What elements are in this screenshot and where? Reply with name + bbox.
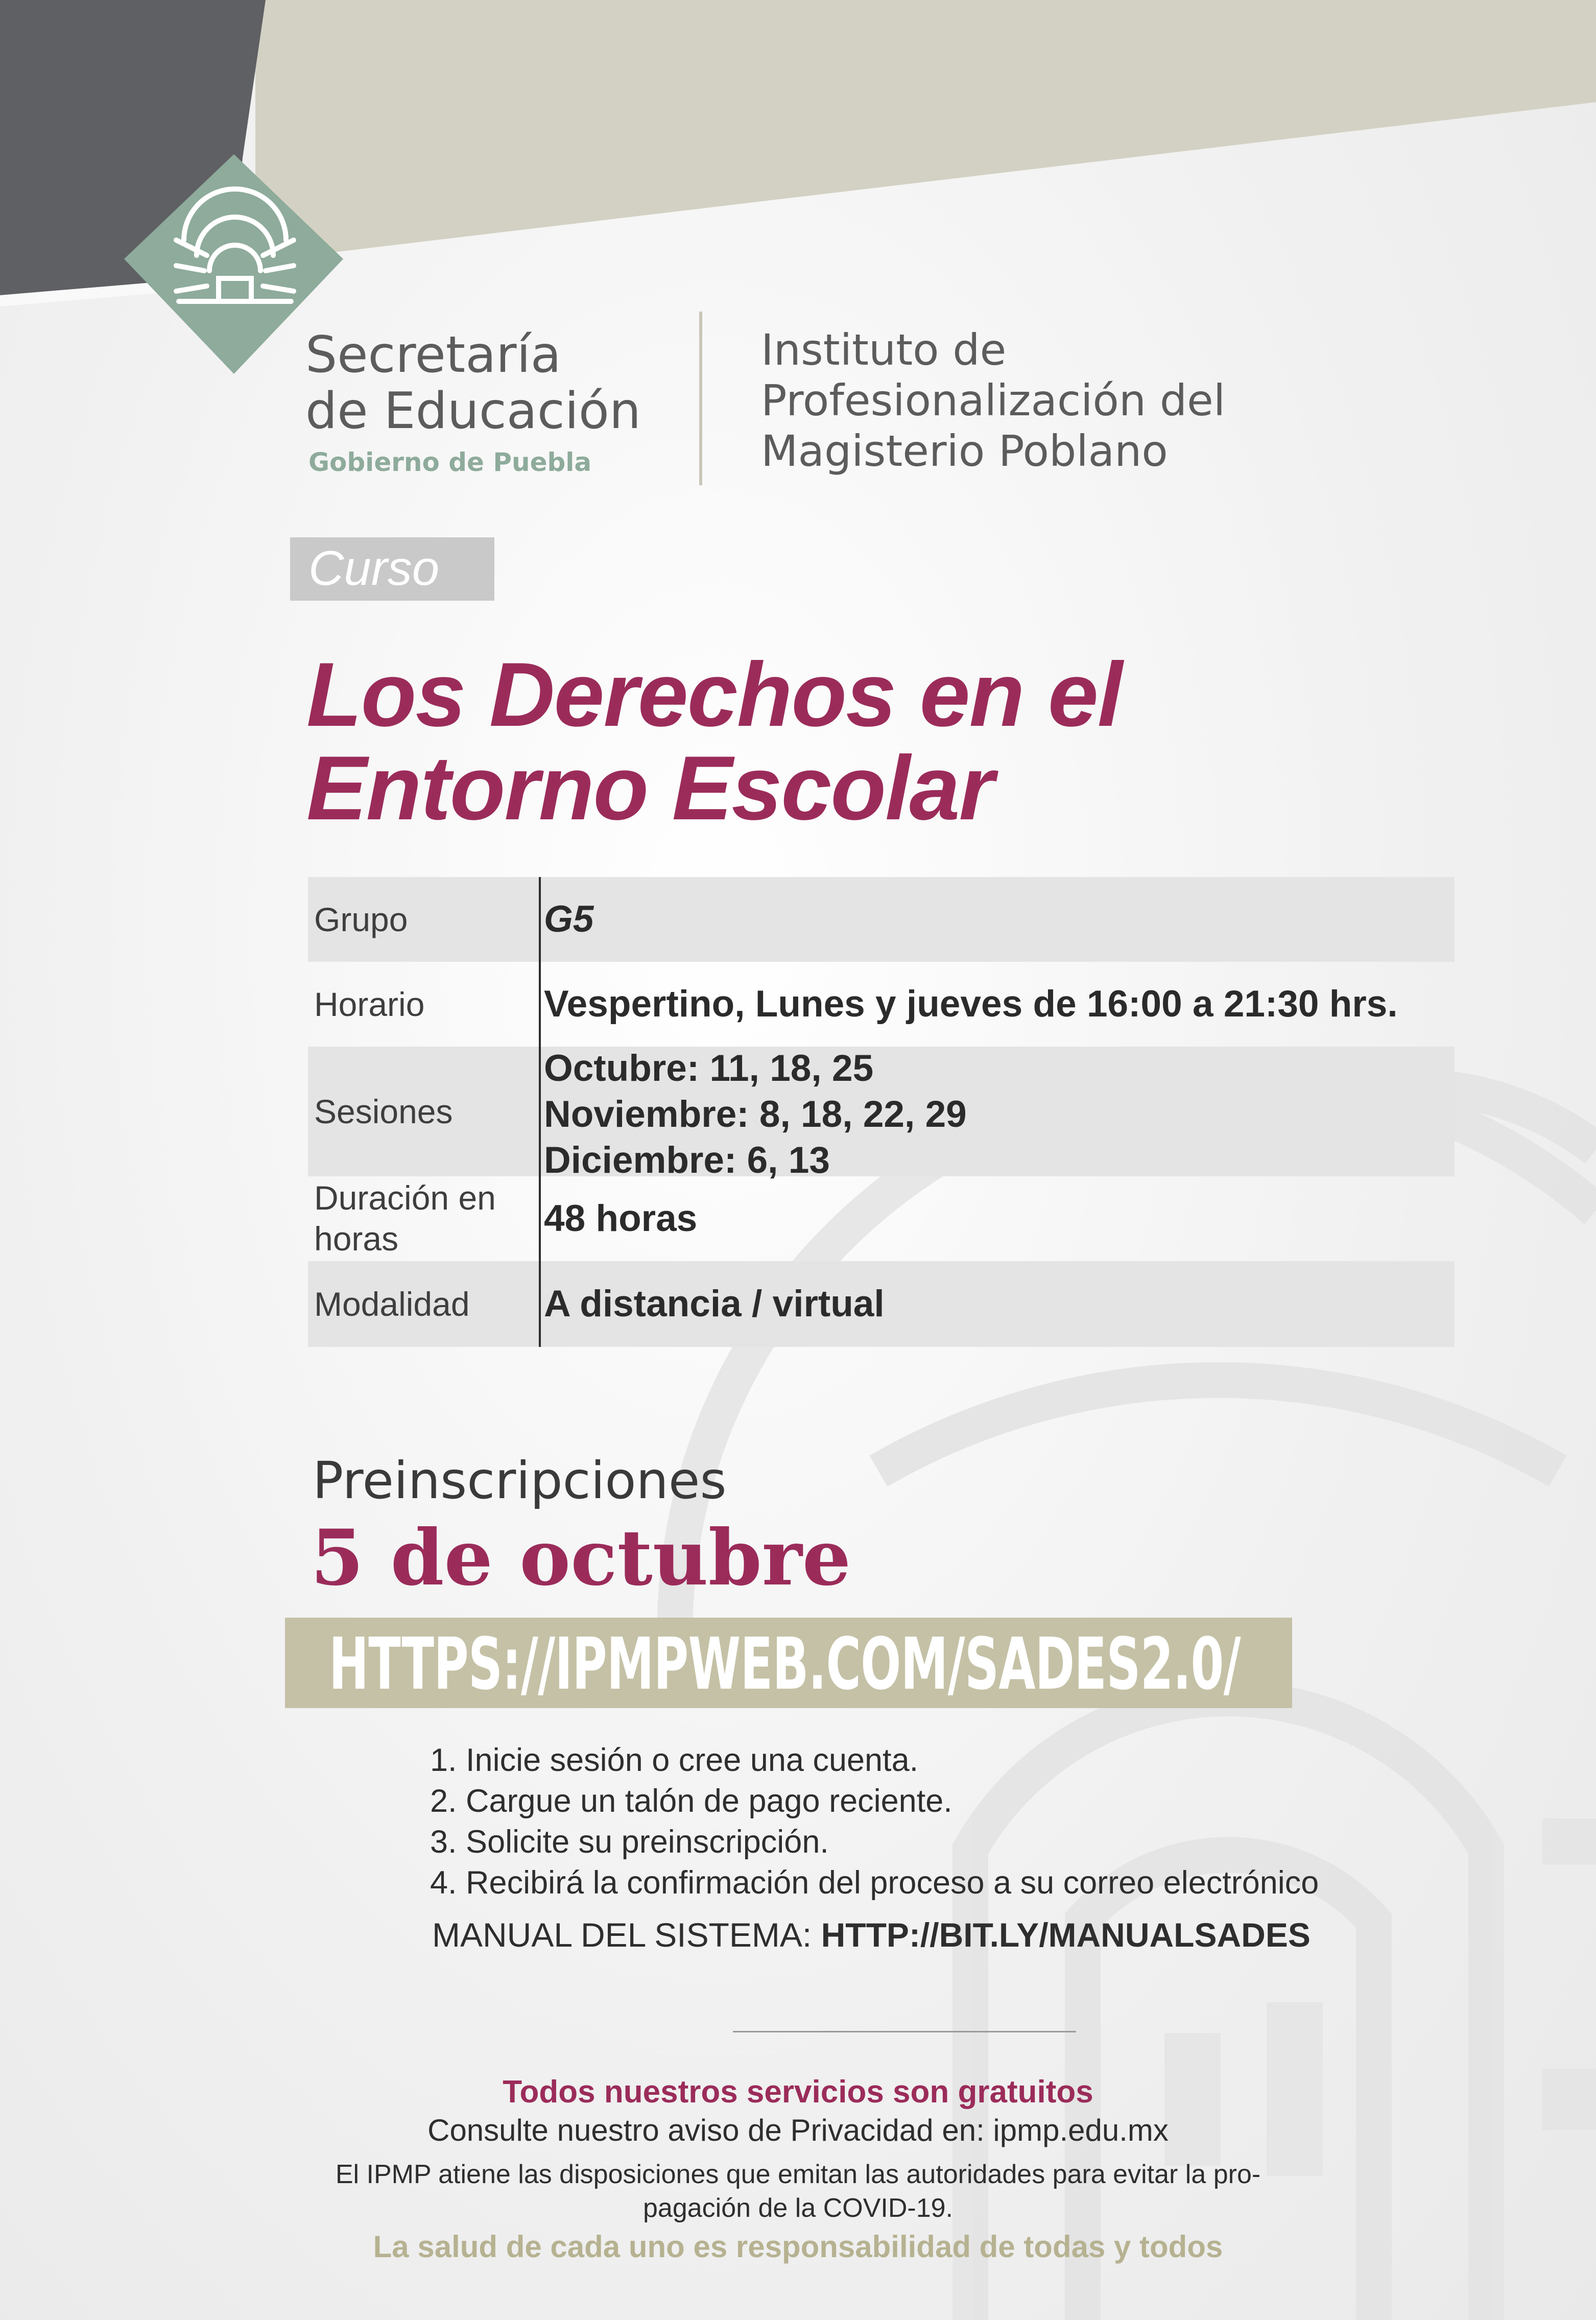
table-row-duracion: [308, 1176, 1455, 1261]
secretaria-line2: de Educación: [305, 382, 641, 440]
instituto-line2: Profesionalización del: [761, 375, 1226, 425]
step-2: 2. Cargue un talón de pago reciente.: [430, 1783, 952, 1819]
registration-url-link[interactable]: HTTPS://IPMPWEB.COM/SADES2.0/: [329, 1623, 1241, 1706]
sesiones-line2: Noviembre: 8, 18, 22, 29: [544, 1094, 967, 1135]
footer-divider: [733, 2031, 1076, 2032]
gobierno-label: Gobierno de Puebla: [308, 447, 592, 477]
horario-value: Vespertino, Lunes y jueves de 16:00 a 21:30 hrs.: [544, 983, 1398, 1025]
modalidad-label: Modalidad: [314, 1285, 470, 1323]
manual-link[interactable]: HTTP://BIT.LY/MANUALSADES: [821, 1916, 1311, 1954]
sesiones-line1: Octubre: 11, 18, 25: [544, 1048, 874, 1089]
instituto-line3: Magisterio Poblano: [761, 426, 1168, 476]
horario-label: Horario: [314, 985, 425, 1023]
step-4: 4. Recibirá la confirmación del proceso a su correo electrónico: [430, 1865, 1319, 1901]
duracion-label-line2: horas: [314, 1220, 399, 1258]
sesiones-label: Sesiones: [314, 1093, 453, 1130]
course-badge: [290, 537, 494, 601]
table-row-horario: [308, 962, 1455, 1047]
duracion-label: [314, 1177, 496, 1259]
table-column-divider: [539, 877, 541, 1347]
registration-url-bar[interactable]: [285, 1618, 1292, 1708]
sesiones-line3: Diciembre: 6, 13: [544, 1140, 830, 1181]
instituto-name: [761, 325, 1225, 477]
footer-gratuitos: Todos nuestros servicios son gratuitos: [503, 2074, 1093, 2110]
footer-covid-line1: El IPMP atiene las disposiciones que emitan las autoridades para evitar la pro-: [335, 2160, 1261, 2189]
duracion-value: 48 horas: [544, 1198, 698, 1239]
footer-covid: [0, 2158, 1596, 2225]
grupo-value: G5: [544, 898, 594, 940]
course-badge-label: Curso: [308, 541, 440, 596]
footer-covid-line2: pagación de la COVID-19.: [642, 2193, 953, 2223]
manual-label: MANUAL DEL SISTEMA:: [432, 1916, 821, 1954]
modalidad-value: A distancia / virtual: [544, 1283, 885, 1324]
table-row-grupo: [308, 877, 1455, 962]
secretaria-logo-text: [305, 327, 641, 439]
footer-salud: La salud de cada uno es responsabilidad de todas y todos: [373, 2230, 1223, 2264]
manual-line: [432, 1915, 1311, 1954]
course-title-line1: Los Derechos en el: [306, 644, 1122, 745]
top-light-band: [255, 0, 1596, 262]
secretaria-line1: Secretaría: [305, 326, 561, 384]
preinscripciones-label: Preinscripciones: [313, 1451, 727, 1510]
steps-list: [430, 1740, 1319, 1903]
header-divider: [699, 312, 702, 485]
step-3: 3. Solicite su preinscripción.: [430, 1824, 829, 1860]
footer-privacidad: Consulte nuestro aviso de Privacidad en: ipmp.edu.mx: [427, 2113, 1169, 2147]
table-row-modalidad: [308, 1261, 1455, 1347]
instituto-line1: Instituto de: [761, 325, 1007, 375]
course-title-line2: Entorno Escolar: [306, 737, 993, 839]
grupo-label: Grupo: [314, 901, 408, 938]
course-title: [306, 644, 1122, 839]
step-1: 1. Inicie sesión o cree una cuenta.: [430, 1742, 919, 1778]
table-row-sesiones: [308, 1047, 1455, 1181]
sesiones-value: [544, 1046, 967, 1183]
preinscripciones-date: 5 de octubre: [311, 1513, 851, 1603]
duracion-label-line1: Duración en: [314, 1179, 496, 1217]
